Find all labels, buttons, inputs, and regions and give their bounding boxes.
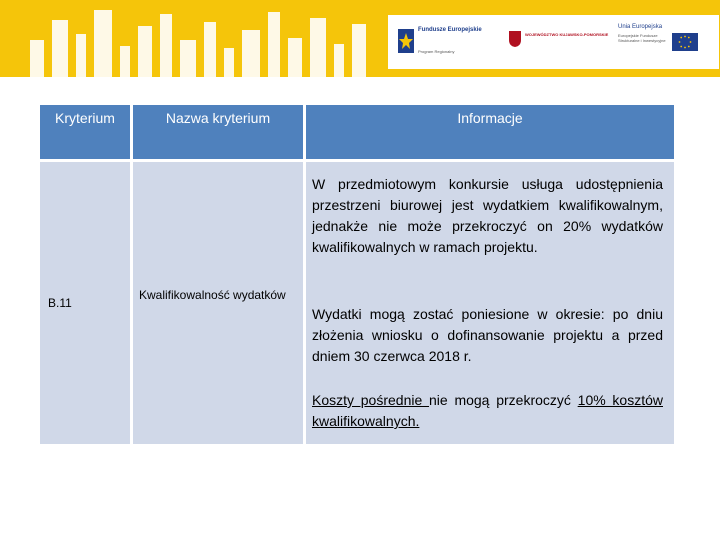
region-crest-icon — [508, 30, 522, 48]
eu-sub: Europejskie Fundusze Strukturalne i Inwestycyjne — [618, 33, 666, 43]
cannot-exceed-text: nie mogą przekroczyć — [429, 392, 578, 408]
logo-strip — [388, 15, 719, 69]
eu-name: Unia Europejska — [618, 24, 663, 30]
header-criterion-name: Nazwa kryterium — [133, 105, 303, 159]
funds-sub: Program Regionalny — [418, 49, 455, 54]
cell-criterion-name — [133, 162, 303, 444]
top-banner — [0, 0, 720, 77]
banner-pattern — [0, 0, 390, 77]
indirect-costs-text: Koszty pośrednie — [312, 392, 430, 408]
percent-limit-text: 10% kosztów kwalifikowalnych. — [312, 392, 663, 429]
criterion-code: B.11 — [48, 296, 72, 310]
info-paragraph-1: W przedmiotowym konkursie usługa udostępnienia przestrzeni biurowej jest wydatkiem kwalifikowalnym, jednakże nie może przekroczyć on 20% wydatków kwalifikowalnych w ramach projektu. — [312, 176, 663, 255]
region-logo — [508, 28, 609, 58]
criterion-name: Kwalifikowalność wydatków — [139, 288, 286, 302]
funds-name: Fundusze Europejskie — [418, 27, 482, 33]
header-criterion: Kryterium — [40, 105, 130, 159]
header-information: Informacje — [306, 105, 674, 159]
eu-flag-icon — [672, 33, 698, 51]
funds-star-icon — [398, 29, 414, 53]
funds-logo — [398, 25, 482, 59]
info-paragraph-3 — [312, 390, 663, 432]
eu-logo — [618, 23, 718, 61]
region-name: WOJEWÓDZTWO KUJAWSKO-POMORSKIE — [525, 32, 609, 37]
info-paragraph-2: Wydatki mogą zostać poniesione w okresie: po dniu złożenia wniosku o dofinansowanie projektu a przed dniem 30 czerwca 2018 r. — [312, 306, 663, 364]
